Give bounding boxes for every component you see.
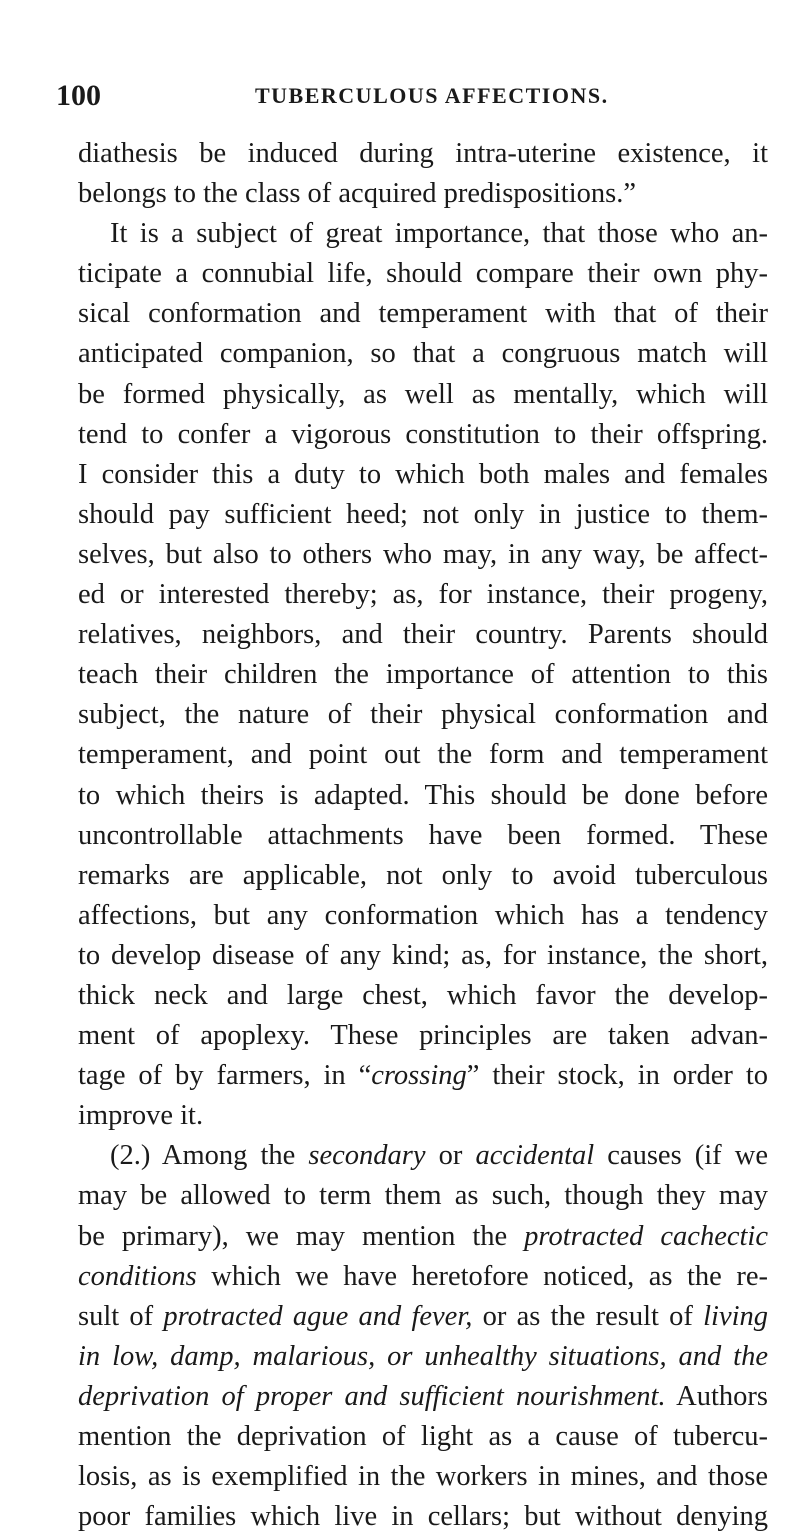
text-line <box>78 1096 768 1136</box>
text-line <box>78 816 768 856</box>
text-line <box>78 254 768 294</box>
text-run: be formed physically, as well as mentally, which will <box>78 378 768 410</box>
italic-text-run: accidental <box>475 1140 595 1172</box>
text-run: should pay sufficient heed; not only in justice to them- <box>78 498 768 530</box>
text-line <box>78 575 768 615</box>
text-line <box>78 1016 768 1056</box>
text-line <box>78 174 768 214</box>
text-line <box>78 1497 768 1537</box>
text-line <box>78 776 768 816</box>
text-run: Authors <box>665 1380 768 1412</box>
text-line <box>78 1337 768 1377</box>
text-line <box>78 976 768 1016</box>
italic-text-run: secondary <box>308 1140 426 1172</box>
text-run: I consider this a duty to which both males and females <box>78 458 768 490</box>
text-line <box>78 134 768 174</box>
italic-text-run: crossing <box>371 1060 467 1092</box>
text-run: It is a subject of great importance, that those who an- <box>110 218 768 250</box>
text-run: uncontrollable attachments have been formed. These <box>78 819 768 851</box>
italic-text-run: conditions <box>78 1260 197 1292</box>
text-line <box>78 455 768 495</box>
italic-text-run: protracted ague and fever, <box>163 1300 473 1332</box>
text-run: affections, but any conformation which has a tendency <box>78 899 768 931</box>
text-run: may be allowed to term them as such, though they may <box>78 1180 768 1212</box>
text-run: teach their children the importance of attention to this <box>78 659 768 691</box>
text-run: to develop disease of any kind; as, for instance, the short, <box>78 939 768 971</box>
text-run: ment of apoplexy. These principles are taken advan- <box>78 1020 768 1052</box>
text-line <box>78 294 768 334</box>
text-line <box>78 1457 768 1497</box>
text-line <box>78 1377 768 1417</box>
text-line <box>78 735 768 775</box>
text-run: causes (if we <box>594 1140 768 1172</box>
text-run: which we have heretofore noticed, as the re- <box>196 1260 768 1292</box>
text-run: temperament, and point out the form and temperament <box>78 739 768 771</box>
text-line <box>78 214 768 254</box>
text-run: or <box>425 1140 476 1172</box>
text-run: be primary), we may mention the <box>78 1220 525 1252</box>
text-line <box>78 375 768 415</box>
text-run: losis, as is exemplified in the workers in mines, and those <box>78 1461 768 1493</box>
text-line <box>78 415 768 455</box>
text-line <box>78 1217 768 1257</box>
text-line <box>78 1417 768 1457</box>
text-run: thick neck and large chest, which favor the develop- <box>78 979 768 1011</box>
text-line <box>78 655 768 695</box>
italic-text-run: deprivation of proper and sufficient nourishment. <box>78 1380 666 1412</box>
text-line <box>78 856 768 896</box>
text-line <box>78 1136 768 1176</box>
italic-text-run: in low, damp, malarious, or unhealthy situations, and the <box>78 1340 768 1372</box>
text-run: relatives, neighbors, and their country. Parents should <box>78 619 768 651</box>
text-run: anticipated companion, so that a congruous match will <box>78 338 768 370</box>
running-title: TUBERCULOUS AFFECTIONS. <box>255 83 609 108</box>
text-run: diathesis be induced during intra-uterine existence, it <box>78 138 768 169</box>
text-line <box>78 1176 768 1216</box>
text-run: ed or interested thereby; as, for instance, their progeny, <box>78 579 768 611</box>
text-run: selves, but also to others who may, in any way, be affect- <box>78 538 768 570</box>
text-run: belongs to the class of acquired predispositions.” <box>78 178 637 210</box>
page-number: 100 <box>56 79 101 112</box>
text-run: to which theirs is adapted. This should be done before <box>78 779 768 811</box>
page-header <box>56 76 756 116</box>
text-run: sult of <box>78 1300 164 1332</box>
text-line <box>78 334 768 374</box>
text-run: sical conformation and temperament with that of their <box>78 298 768 330</box>
text-line <box>78 535 768 575</box>
text-line <box>78 896 768 936</box>
text-line <box>78 1297 768 1337</box>
text-run: mention the deprivation of light as a cause of tubercu- <box>78 1421 768 1452</box>
text-run: ticipate a connubial life, should compare their own phy- <box>78 258 768 290</box>
text-run: subject, the nature of their physical conformation and <box>78 699 768 731</box>
text-line <box>78 936 768 976</box>
text-run: tage of by farmers, in “ <box>78 1060 372 1092</box>
text-line <box>78 1257 768 1297</box>
text-line <box>78 1056 768 1096</box>
text-run: improve it. <box>78 1100 204 1132</box>
text-run: poor families which live in cellars; but without denying <box>78 1501 768 1533</box>
text-run: ” their stock, in order to <box>466 1060 768 1092</box>
text-run: remarks are applicable, not only to avoid tuberculous <box>78 859 768 891</box>
body-text <box>78 134 768 1537</box>
text-line <box>78 495 768 535</box>
text-run: tend to confer a vigorous constitution to their offspring. <box>78 418 768 450</box>
italic-text-run: living <box>703 1300 768 1332</box>
text-run: (2.) Among the <box>110 1140 309 1172</box>
text-run: or as the result of <box>472 1300 704 1332</box>
text-line <box>78 615 768 655</box>
italic-text-run: protracted cachectic <box>524 1220 768 1252</box>
text-line <box>78 695 768 735</box>
